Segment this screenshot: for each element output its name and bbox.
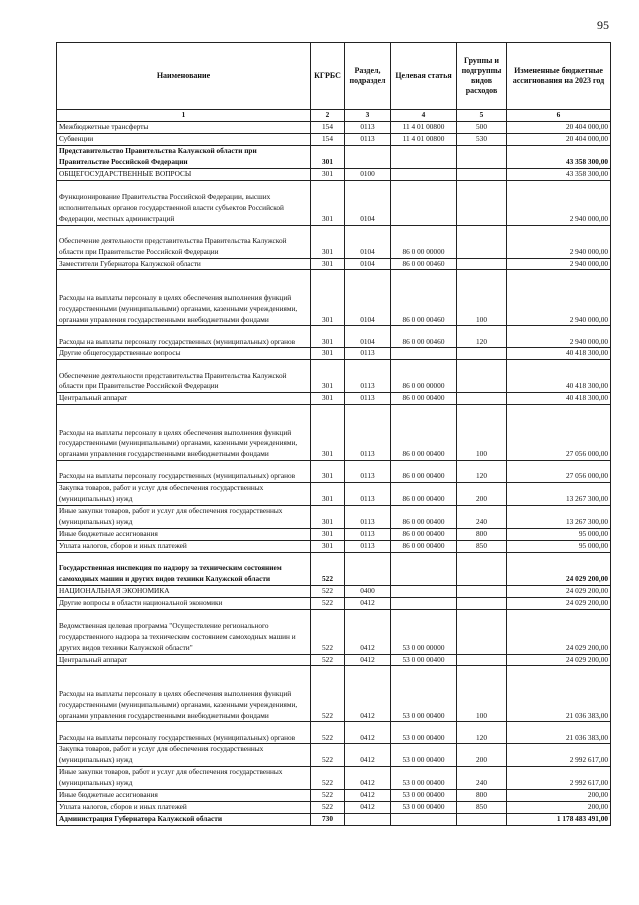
- row-target: 86 0 00 00400: [391, 405, 457, 461]
- table-row: [57, 270, 611, 326]
- row-target: 53 0 00 00400: [391, 790, 457, 802]
- row-group: 800: [457, 528, 507, 540]
- row-section: 0412: [345, 597, 391, 609]
- table-row: [57, 552, 611, 585]
- row-amount: 2 940 000,00: [507, 258, 611, 270]
- col-number: 3: [345, 110, 391, 122]
- row-group: [457, 258, 507, 270]
- header-group: Группы и подгруппы видов расходов: [457, 43, 507, 110]
- row-kgrbs: 154: [311, 133, 345, 145]
- row-name: Расходы на выплаты персоналу государственных (муниципальных) органов: [57, 461, 311, 483]
- header-kgrbs: КГРБС: [311, 43, 345, 110]
- row-kgrbs: 154: [311, 122, 345, 134]
- row-name: Иные бюджетные ассигнования: [57, 528, 311, 540]
- table-row: [57, 654, 611, 666]
- row-kgrbs: 301: [311, 506, 345, 529]
- row-group: [457, 813, 507, 825]
- row-target: 53 0 00 00400: [391, 767, 457, 790]
- row-section: 0113: [345, 461, 391, 483]
- row-name: Расходы на выплаты персоналу государственных (муниципальных) органов: [57, 326, 311, 348]
- row-group: 500: [457, 122, 507, 134]
- table-row: [57, 597, 611, 609]
- row-group: [457, 180, 507, 225]
- row-amount: 40 418 300,00: [507, 360, 611, 393]
- row-name: Другие общегосударственные вопросы: [57, 348, 311, 360]
- row-name: Обеспечение деятельности представительства Правительства Калужской области при Правительстве Российской Федерации: [57, 225, 311, 258]
- row-kgrbs: 522: [311, 801, 345, 813]
- budget-table: [56, 42, 611, 826]
- row-section: 0104: [345, 258, 391, 270]
- row-target: 86 0 00 00460: [391, 258, 457, 270]
- row-kgrbs: 301: [311, 258, 345, 270]
- row-target: 86 0 00 00000: [391, 360, 457, 393]
- row-group: 200: [457, 483, 507, 506]
- row-target: [391, 597, 457, 609]
- row-group: 240: [457, 767, 507, 790]
- row-kgrbs: 301: [311, 540, 345, 552]
- row-kgrbs: 730: [311, 813, 345, 825]
- row-amount: 24 029 200,00: [507, 552, 611, 585]
- row-target: 86 0 00 00460: [391, 326, 457, 348]
- row-name: Расходы на выплаты персоналу в целях обеспечения выполнения функций государственными (муниципальными) органами, казенными учреждениями, органами управления государственными внебюджетными фондами: [57, 270, 311, 326]
- row-name: Расходы на выплаты персоналу государственных (муниципальных) органов: [57, 722, 311, 744]
- row-kgrbs: 301: [311, 360, 345, 393]
- row-amount: 200,00: [507, 790, 611, 802]
- table-row: [57, 348, 611, 360]
- row-target: 53 0 00 00400: [391, 722, 457, 744]
- table-row: [57, 790, 611, 802]
- row-name: Ведомственная целевая программа "Осуществление регионального государственного надзора за техническим состоянием самоходных машин и других видов техники Калужской области": [57, 609, 311, 654]
- row-amount: 27 056 000,00: [507, 461, 611, 483]
- row-section: 0104: [345, 270, 391, 326]
- row-group: [457, 168, 507, 180]
- row-target: [391, 813, 457, 825]
- row-kgrbs: 301: [311, 225, 345, 258]
- row-target: 86 0 00 00400: [391, 461, 457, 483]
- row-name: Администрация Губернатора Калужской области: [57, 813, 311, 825]
- table-row: [57, 813, 611, 825]
- row-group: 120: [457, 722, 507, 744]
- row-section: 0113: [345, 540, 391, 552]
- row-kgrbs: 301: [311, 270, 345, 326]
- row-name: Заместители Губернатора Калужской области: [57, 258, 311, 270]
- table-body: [57, 122, 611, 826]
- table-row: [57, 528, 611, 540]
- row-name: Другие вопросы в области национальной экономики: [57, 597, 311, 609]
- row-group: [457, 348, 507, 360]
- table-row: [57, 180, 611, 225]
- row-amount: 13 267 300,00: [507, 483, 611, 506]
- row-name: Иные бюджетные ассигнования: [57, 790, 311, 802]
- row-group: 120: [457, 461, 507, 483]
- row-target: 53 0 00 00400: [391, 744, 457, 767]
- table-row: [57, 122, 611, 134]
- row-amount: 13 267 300,00: [507, 506, 611, 529]
- row-section: 0113: [345, 133, 391, 145]
- row-target: 86 0 00 00000: [391, 225, 457, 258]
- row-group: 120: [457, 326, 507, 348]
- row-name: НАЦИОНАЛЬНАЯ ЭКОНОМИКА: [57, 585, 311, 597]
- header-row: [57, 43, 611, 110]
- row-section: [345, 552, 391, 585]
- row-group: [457, 609, 507, 654]
- row-amount: 20 404 000,00: [507, 122, 611, 134]
- col-number: 4: [391, 110, 457, 122]
- table-row: [57, 393, 611, 405]
- row-section: 0113: [345, 506, 391, 529]
- row-target: [391, 145, 457, 168]
- row-amount: 40 418 300,00: [507, 393, 611, 405]
- row-kgrbs: 522: [311, 722, 345, 744]
- row-name: Представительство Правительства Калужской области при Правительстве Российской Федерации: [57, 145, 311, 168]
- row-amount: 43 358 300,00: [507, 145, 611, 168]
- row-name: Уплата налогов, сборов и иных платежей: [57, 540, 311, 552]
- row-section: 0412: [345, 666, 391, 722]
- table-row: [57, 722, 611, 744]
- row-kgrbs: 301: [311, 180, 345, 225]
- column-numbers-row: [57, 110, 611, 122]
- row-group: 530: [457, 133, 507, 145]
- row-target: 86 0 00 00460: [391, 270, 457, 326]
- row-section: [345, 813, 391, 825]
- row-name: Закупка товаров, работ и услуг для обеспечения государственных (муниципальных) нужд: [57, 744, 311, 767]
- table-row: [57, 609, 611, 654]
- row-section: 0113: [345, 393, 391, 405]
- row-group: [457, 393, 507, 405]
- row-kgrbs: 522: [311, 767, 345, 790]
- row-kgrbs: 301: [311, 326, 345, 348]
- row-section: 0412: [345, 722, 391, 744]
- row-section: 0412: [345, 654, 391, 666]
- header-section: Раздел, подраздел: [345, 43, 391, 110]
- row-kgrbs: 522: [311, 597, 345, 609]
- row-section: 0113: [345, 528, 391, 540]
- table-row: [57, 744, 611, 767]
- row-amount: 21 036 383,00: [507, 722, 611, 744]
- table-row: [57, 326, 611, 348]
- row-group: 850: [457, 801, 507, 813]
- row-group: [457, 654, 507, 666]
- row-section: 0104: [345, 225, 391, 258]
- row-amount: 40 418 300,00: [507, 348, 611, 360]
- row-name: Иные закупки товаров, работ и услуг для обеспечения государственных (муниципальных) нужд: [57, 767, 311, 790]
- row-group: [457, 145, 507, 168]
- row-target: 53 0 00 00000: [391, 609, 457, 654]
- row-name: Межбюджетные трансферты: [57, 122, 311, 134]
- row-target: 86 0 00 00400: [391, 393, 457, 405]
- row-kgrbs: 301: [311, 461, 345, 483]
- row-name: Центральный аппарат: [57, 654, 311, 666]
- row-amount: 2 940 000,00: [507, 326, 611, 348]
- table-row: [57, 168, 611, 180]
- table-row: [57, 133, 611, 145]
- row-name: ОБЩЕГОСУДАРСТВЕННЫЕ ВОПРОСЫ: [57, 168, 311, 180]
- row-target: [391, 168, 457, 180]
- row-target: [391, 585, 457, 597]
- row-amount: 24 029 200,00: [507, 654, 611, 666]
- table-row: [57, 461, 611, 483]
- row-section: 0104: [345, 180, 391, 225]
- table-row: [57, 585, 611, 597]
- row-name: Закупка товаров, работ и услуг для обеспечения государственных (муниципальных) нужд: [57, 483, 311, 506]
- col-number: 2: [311, 110, 345, 122]
- row-section: [345, 145, 391, 168]
- row-kgrbs: 522: [311, 654, 345, 666]
- table-row: [57, 360, 611, 393]
- table-row: [57, 225, 611, 258]
- col-number: 5: [457, 110, 507, 122]
- row-name: Субвенции: [57, 133, 311, 145]
- row-name: Расходы на выплаты персоналу в целях обеспечения выполнения функций государственными (муниципальными) органами, казенными учреждениями, органами управления государственными внебюджетными фондами: [57, 405, 311, 461]
- row-target: 53 0 00 00400: [391, 801, 457, 813]
- row-name: Функционирование Правительства Российской Федерации, высших исполнительных органов государственной власти субъектов Российской Федерации, местных администраций: [57, 180, 311, 225]
- row-amount: 2 940 000,00: [507, 270, 611, 326]
- row-target: 86 0 00 00400: [391, 540, 457, 552]
- col-number: 6: [507, 110, 611, 122]
- row-amount: 24 029 200,00: [507, 597, 611, 609]
- row-kgrbs: 522: [311, 585, 345, 597]
- row-name: Обеспечение деятельности представительства Правительства Калужской области при Правительстве Российской Федерации: [57, 360, 311, 393]
- row-kgrbs: 522: [311, 744, 345, 767]
- row-target: 86 0 00 00400: [391, 483, 457, 506]
- header-target: Целевая статья: [391, 43, 457, 110]
- row-section: 0412: [345, 609, 391, 654]
- row-target: 11 4 01 00800: [391, 122, 457, 134]
- row-amount: 20 404 000,00: [507, 133, 611, 145]
- row-amount: 24 029 200,00: [507, 585, 611, 597]
- row-kgrbs: 522: [311, 609, 345, 654]
- row-section: 0412: [345, 767, 391, 790]
- table-row: [57, 506, 611, 529]
- table-row: [57, 483, 611, 506]
- row-group: [457, 585, 507, 597]
- row-amount: 2 992 617,00: [507, 767, 611, 790]
- row-section: 0113: [345, 122, 391, 134]
- row-group: 240: [457, 506, 507, 529]
- row-name: Центральный аппарат: [57, 393, 311, 405]
- col-number: 1: [57, 110, 311, 122]
- row-group: 200: [457, 744, 507, 767]
- row-group: 100: [457, 405, 507, 461]
- row-section: 0113: [345, 405, 391, 461]
- row-amount: 200,00: [507, 801, 611, 813]
- row-amount: 95 000,00: [507, 528, 611, 540]
- row-amount: 95 000,00: [507, 540, 611, 552]
- row-kgrbs: 522: [311, 552, 345, 585]
- row-target: 53 0 00 00400: [391, 654, 457, 666]
- page-number: 95: [597, 18, 609, 32]
- row-kgrbs: 301: [311, 405, 345, 461]
- row-group: 100: [457, 666, 507, 722]
- row-section: 0113: [345, 360, 391, 393]
- row-name: Уплата налогов, сборов и иных платежей: [57, 801, 311, 813]
- row-kgrbs: 522: [311, 666, 345, 722]
- row-section: 0113: [345, 483, 391, 506]
- row-kgrbs: 301: [311, 393, 345, 405]
- header-amount: Измененные бюджетные ассигнования на 2023 год: [507, 43, 611, 110]
- row-target: 11 4 01 00800: [391, 133, 457, 145]
- row-kgrbs: 301: [311, 483, 345, 506]
- table-row: [57, 801, 611, 813]
- table-row: [57, 666, 611, 722]
- row-amount: 24 029 200,00: [507, 609, 611, 654]
- row-group: 850: [457, 540, 507, 552]
- header-name: Наименование: [57, 43, 311, 110]
- row-amount: 2 992 617,00: [507, 744, 611, 767]
- row-kgrbs: 301: [311, 348, 345, 360]
- row-target: 53 0 00 00400: [391, 666, 457, 722]
- table-row: [57, 258, 611, 270]
- table-row: [57, 540, 611, 552]
- row-kgrbs: 301: [311, 145, 345, 168]
- table-row: [57, 405, 611, 461]
- row-amount: 2 940 000,00: [507, 180, 611, 225]
- table-row: [57, 767, 611, 790]
- row-kgrbs: 301: [311, 168, 345, 180]
- row-amount: 43 358 300,00: [507, 168, 611, 180]
- row-group: 800: [457, 790, 507, 802]
- row-kgrbs: 522: [311, 790, 345, 802]
- row-amount: 21 036 383,00: [507, 666, 611, 722]
- table-row: [57, 145, 611, 168]
- row-group: [457, 552, 507, 585]
- row-section: 0400: [345, 585, 391, 597]
- row-group: [457, 225, 507, 258]
- row-target: [391, 180, 457, 225]
- row-name: Иные закупки товаров, работ и услуг для обеспечения государственных (муниципальных) нужд: [57, 506, 311, 529]
- row-section: 0100: [345, 168, 391, 180]
- row-section: 0104: [345, 326, 391, 348]
- row-section: 0412: [345, 801, 391, 813]
- row-target: [391, 552, 457, 585]
- row-amount: 2 940 000,00: [507, 225, 611, 258]
- row-amount: 27 056 000,00: [507, 405, 611, 461]
- row-group: [457, 597, 507, 609]
- row-name: Расходы на выплаты персоналу в целях обеспечения выполнения функций государственными (муниципальными) органами, казенными учреждениями, органами управления государственными внебюджетными фондами: [57, 666, 311, 722]
- row-section: 0113: [345, 348, 391, 360]
- row-amount: 1 178 483 491,00: [507, 813, 611, 825]
- row-kgrbs: 301: [311, 528, 345, 540]
- row-group: 100: [457, 270, 507, 326]
- row-target: 86 0 00 00400: [391, 528, 457, 540]
- row-target: 86 0 00 00400: [391, 506, 457, 529]
- row-name: Государственная инспекция по надзору за техническим состоянием самоходных машин и других видов техники Калужской области: [57, 552, 311, 585]
- row-section: 0412: [345, 790, 391, 802]
- row-target: [391, 348, 457, 360]
- row-group: [457, 360, 507, 393]
- row-section: 0412: [345, 744, 391, 767]
